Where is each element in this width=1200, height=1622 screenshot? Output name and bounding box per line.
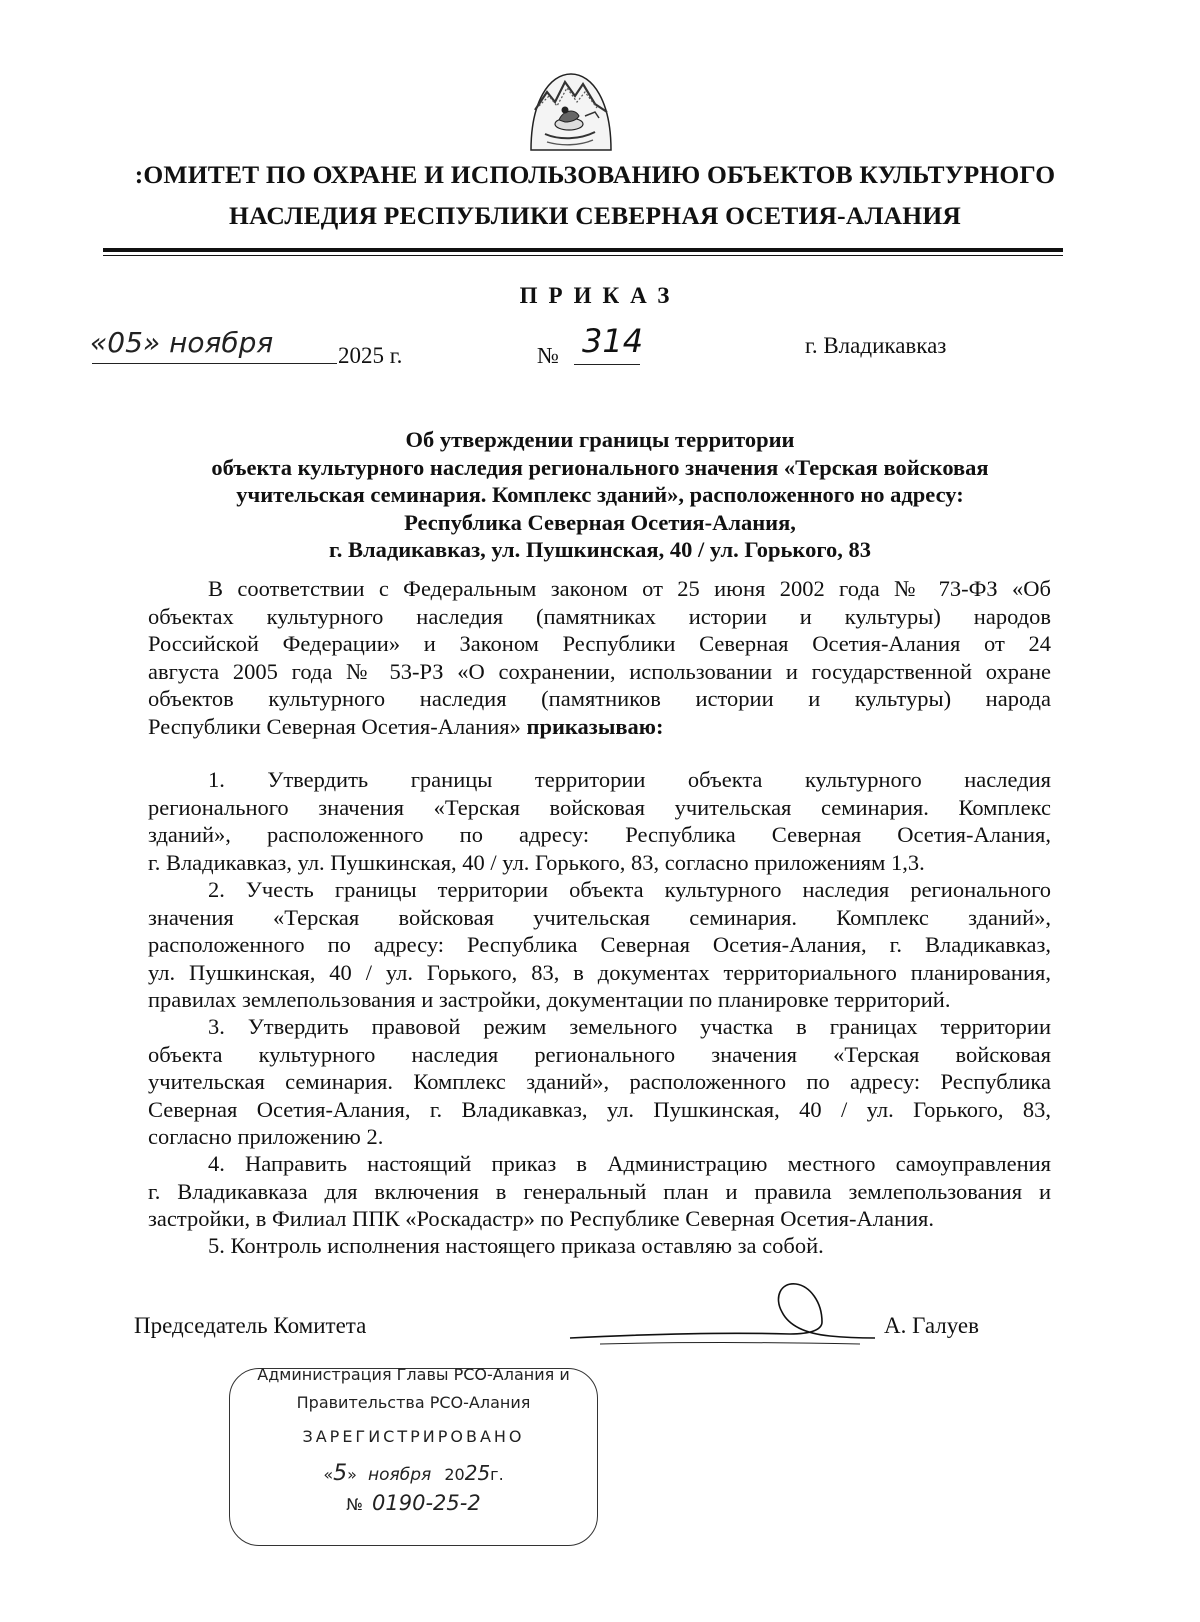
text-line: августа 2005 года № 53-РЗ «О сохранении, использовании и государственной охране: [148, 658, 1051, 684]
order-item-4: [148, 1150, 1051, 1233]
organization-name-line-1: :ОМИТЕТ ПО ОХРАНЕ И ИСПОЛЬЗОВАНИЮ ОБЪЕКТОВ КУЛЬТУРНОГО: [134, 160, 1056, 189]
title-line: г. Владикавказ, ул. Пушкинская, 40 / ул. Горького, 83: [329, 537, 871, 562]
stamp-line-1: Администрация Главы РСО-Алания и: [257, 1365, 570, 1384]
text-line: объекта культурного наследия регионального значения «Терская войсковая: [148, 1041, 1051, 1067]
text-line-last: правилах землепользования и застройки, документации по планировке территорий.: [148, 987, 951, 1012]
stamp-line-2: Правительства РСО-Алания: [296, 1393, 531, 1412]
title-line: Об утверждении границы территории: [405, 427, 795, 452]
text-line-last: 5. Контроль исполнения настоящего приказа оставляю за собой.: [208, 1233, 824, 1258]
ordering-word: приказываю:: [526, 713, 664, 739]
order-title: [100, 426, 1100, 564]
text-line: г. Владикавказа для включения в генеральный план и правила землепользования и: [148, 1178, 1051, 1204]
document-type: ПРИКАЗ: [519, 283, 681, 308]
stamp-registered: ЗАРЕГИСТРИРОВАНО: [302, 1427, 525, 1446]
header-rule-thin: [103, 255, 1063, 256]
order-item-5: [148, 1232, 1051, 1260]
stamp-month-handwritten: ноября: [368, 1465, 432, 1485]
text-line: 4. Направить настоящий приказ в Администрацию местного самоуправления: [208, 1151, 1051, 1176]
text-line: В соответствии с Федеральным законом от 25 июня 2002 года № 73-ФЗ «Об: [208, 576, 1051, 601]
text-line: регионального значения «Терская войсковая учительская семинария. Комплекс: [148, 794, 1051, 820]
stamp-day-handwritten: 5: [333, 1461, 348, 1486]
registration-stamp: [229, 1365, 598, 1546]
title-line: Республика Северная Осетия-Алания,: [404, 509, 796, 535]
number-handwritten: 314: [582, 322, 644, 360]
stamp-number: [230, 1491, 597, 1515]
text-line: 2. Учесть границы территории объекта культурного наследия регионального: [208, 877, 1051, 902]
text-line: учительская семинария. Комплекс зданий», расположенного по адресу: Республика: [148, 1069, 1051, 1094]
text-line: Северная Осетия-Алания, г. Владикавказ, ул. Пушкинская, 40 / ул. Горького, 83,: [148, 1096, 1051, 1122]
signatory-position: Председатель Комитета: [134, 1313, 367, 1338]
city: г. Владикавказ: [805, 333, 947, 358]
order-item-3: [148, 1013, 1051, 1151]
text-line: объектов культурного наследия (памятников истории и культуры) народа: [148, 686, 1051, 711]
date-handwritten: «05» ноября: [90, 326, 274, 359]
number-prefix: №: [537, 343, 559, 368]
stamp-year-suffix: г.: [490, 1465, 504, 1484]
date-year: 2025 г.: [338, 343, 403, 368]
text-line: зданий», расположенного по адресу: Республика Северная Осетия-Алания,: [148, 822, 1051, 847]
stamp-number-prefix: №: [346, 1495, 363, 1514]
stamp-number-handwritten: 0190-25-2: [372, 1491, 481, 1515]
date-underline: [92, 363, 337, 364]
header-rule-thick: [103, 248, 1063, 252]
preamble-paragraph: [148, 575, 1051, 740]
stamp-year-prefix: 20: [444, 1465, 465, 1484]
text-line: Российской Федерации» и Законом Республики Северная Осетия-Алания от 24: [148, 631, 1051, 656]
stamp-date: «5» ноября 2025г.: [323, 1461, 504, 1486]
coat-of-arms-emblem: [525, 62, 617, 154]
text-line: ул. Пушкинская, 40 / ул. Горького, 83, в документах территориального планирования,: [148, 959, 1051, 985]
preamble-last-text: Республики Северная Осетия-Алания»: [148, 713, 521, 739]
text-line-last: согласно приложению 2.: [148, 1124, 384, 1149]
text-line-last: г. Владикавказ, ул. Пушкинская, 40 / ул. Горького, 83, согласно приложениям 1,3.: [148, 849, 925, 875]
text-line: 3. Утвердить правовой режим земельного участка в границах территории: [208, 1014, 1051, 1039]
text-line: значения «Терская войсковая учительская семинария. Комплекс зданий»,: [148, 904, 1051, 930]
organization-name-line-2: НАСЛЕДИЯ РЕСПУБЛИКИ СЕВЕРНАЯ ОСЕТИЯ-АЛАНИЯ: [229, 201, 961, 230]
text-line: объектах культурного наследия (памятниках истории и культуры) народов: [148, 603, 1051, 629]
signatory-name: А. Галуев: [884, 1313, 979, 1338]
handwritten-signature: [560, 1272, 880, 1362]
title-line: учительская семинария. Комплекс зданий», расположенного но адресу:: [236, 482, 964, 507]
title-line: объекта культурного наследия регионального значения «Терская войсковая: [211, 454, 989, 480]
text-line: 1. Утвердить границы территории объекта культурного наследия: [208, 767, 1051, 792]
text-line-last: [148, 713, 1051, 741]
order-item-2: [148, 876, 1051, 1014]
text-line-last: застройки, в Филиал ППК «Роскадастр» по Республике Северная Осетия-Алания.: [148, 1206, 934, 1231]
text-line: расположенного по адресу: Республика Северная Осетия-Алания, г. Владикавказ,: [148, 932, 1051, 957]
stamp-year-handwritten: 25: [464, 1461, 491, 1485]
number-underline: [574, 364, 640, 365]
order-item-1: [148, 766, 1051, 876]
